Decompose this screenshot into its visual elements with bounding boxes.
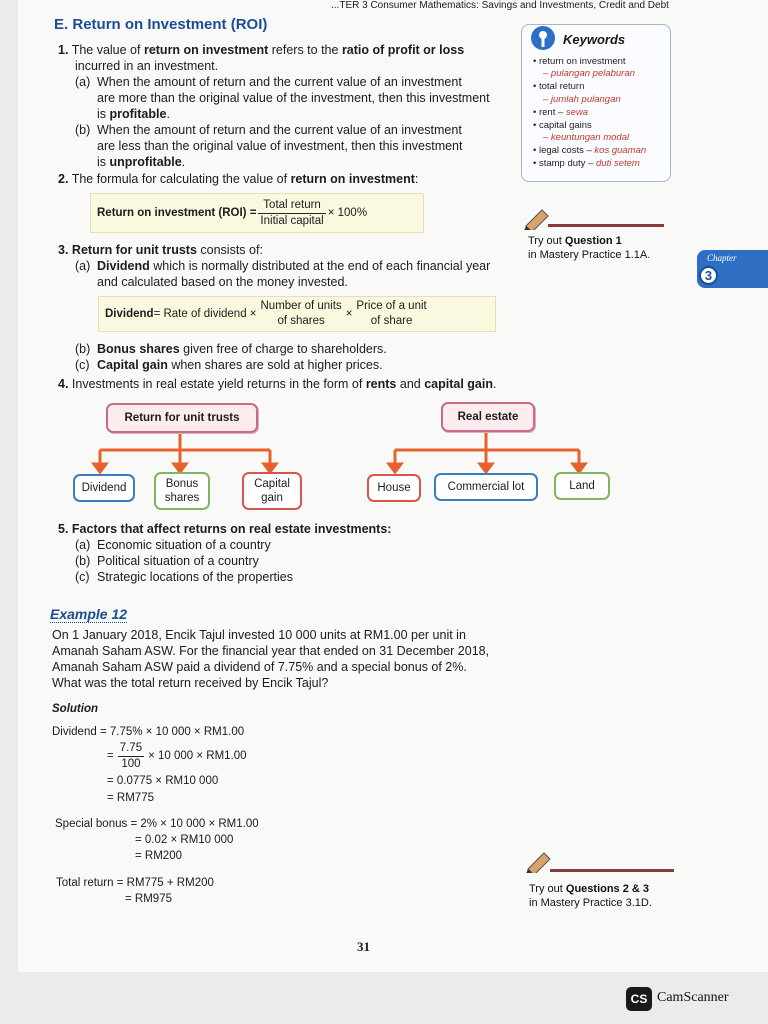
roi-fraction: $\frac{\text{Total return}}{\text{Initial capital}}$ <box>260 198 324 227</box>
section-title-text: Return on Investment (ROI) <box>72 16 268 33</box>
chapter-tab <box>697 250 768 288</box>
section-label: E. <box>54 16 69 33</box>
units-fraction: Number of units of shares <box>260 300 342 327</box>
tryout-1-rule <box>548 224 664 227</box>
example-title: Example 12 <box>50 606 128 622</box>
dividend-line-2: = $\frac{7.75}{100}$ × 10 000 × RM1.00 <box>107 742 247 770</box>
node-land: Land <box>554 472 610 500</box>
roi-formula-box: Return on investment (ROI) = $\frac{\text{Total return}}{\text{Initial capital}}$ × 100% <box>90 193 424 233</box>
node-commercial-lot: Commercial lot <box>434 473 538 501</box>
special-bonus-line-3: = RM200 <box>135 850 182 862</box>
node-bonus-shares: Bonus shares <box>154 472 210 510</box>
dividend-line-3: = 0.0775 × RM10 000 <box>107 775 219 787</box>
chapter-tab-label: Chapter <box>707 253 737 263</box>
total-return-line-1: Total return = RM775 + RM200 <box>56 877 214 889</box>
dividend-fraction: $\frac{7.75}{100}$ <box>119 742 143 770</box>
node-dividend: Dividend <box>73 474 135 502</box>
example-question: On 1 January 2018, Encik Tajul invested 10 000 units at RM1.00 per unit in Amanah Saham ASW. For the financial year that ended on 31 December 2018, Amanah Saham ASW paid a dividend of 7.75% and a special bonus of 2%. What was the total return received by Encik Tajul? <box>52 628 490 690</box>
chapter-number: 3 <box>699 266 718 285</box>
node-house: House <box>367 474 421 502</box>
keyword-item: • rent – sewa <box>533 107 589 118</box>
tryout-1-note: Try out Question 1 in Mastery Practice 1.1A. <box>528 235 651 261</box>
solution-label: Solution <box>52 703 98 715</box>
paragraph-5: 5. Factors that affect returns on real estate investments: (a) Economic situation of a country (b) Political situation of a country (c) Strategic locations of the properties <box>58 521 528 585</box>
dividend-line-1: Dividend = 7.75% × 10 000 × RM1.00 <box>52 726 245 738</box>
keyword-translation: – pulangan pelaburan <box>543 68 635 79</box>
keyword-item: • capital gains <box>533 120 592 131</box>
dividend-line-4: = RM775 <box>107 792 154 804</box>
node-return-for-unit-trusts: Return for unit trusts <box>106 403 258 433</box>
paragraph-1: 1. The value of return on investment refers to the ratio of profit or loss incurred in an investment. (a) When the amount of return and the current value of an investment are more than the original value of the investment, then this investment is profitable. (b) When the amount of return and the current value of an investment are less than the original value of investment, then this investment is unprofitable. <box>58 43 490 169</box>
paragraph-3: 3. Return for unit trusts consists of: (a) Dividend which is normally distributed at the end of each financial year and calculated based on the money invested. <box>58 243 491 289</box>
paragraph-3-continued: (b) Bonus shares given free of charge to shareholders. (c) Capital gain when shares are sold at higher prices. <box>75 342 387 372</box>
running-head: ...TER 3 Consumer Mathematics: Savings and Investments, Credit and Debt <box>331 0 669 11</box>
special-bonus-line-2: = 0.02 × RM10 000 <box>135 834 234 846</box>
special-bonus-line-1: Special bonus = 2% × 10 000 × RM1.00 <box>55 818 259 830</box>
tryout-2-note: Try out Questions 2 & 3 in Mastery Practice 3.1D. <box>529 883 652 909</box>
keyword-translation: – jumlah pulangan <box>543 94 621 105</box>
paragraph-2: 2. The formula for calculating the value of return on investment: <box>58 172 419 186</box>
keyword-item: • total return <box>533 81 585 92</box>
paragraph-4: 4. Investments in real estate yield returns in the form of rents and capital gain. <box>58 377 497 391</box>
list-item: (a) Economic situation of a country <box>75 538 271 552</box>
page-number: 31 <box>357 939 370 954</box>
total-return-line-2: = RM975 <box>125 893 172 905</box>
keyword-item: • stamp duty – duti setem <box>533 158 640 169</box>
keyword-translation: – keuntungan modal <box>543 132 630 143</box>
camscanner-logo: CS <box>626 987 652 1011</box>
node-capital-gain: Capital gain <box>242 472 302 510</box>
tryout-2-rule <box>550 869 674 872</box>
dividend-formula-box: Dividend = Rate of dividend × Number of units of shares × Price of a unit of share <box>98 296 496 332</box>
node-real-estate: Real estate <box>441 402 535 432</box>
keyword-item: • return on investment <box>533 56 626 67</box>
keyword-item: • legal costs – kos guaman <box>533 145 647 156</box>
price-fraction: Price of a unit of share <box>356 300 427 327</box>
list-item: (c) Strategic locations of the properties <box>75 570 293 584</box>
keywords-title: Keywords <box>563 32 626 47</box>
list-item: (b) Political situation of a country <box>75 554 259 568</box>
key-icon <box>529 24 559 52</box>
camscanner-text: CamScanner <box>657 990 729 1005</box>
textbook-page <box>18 0 768 972</box>
